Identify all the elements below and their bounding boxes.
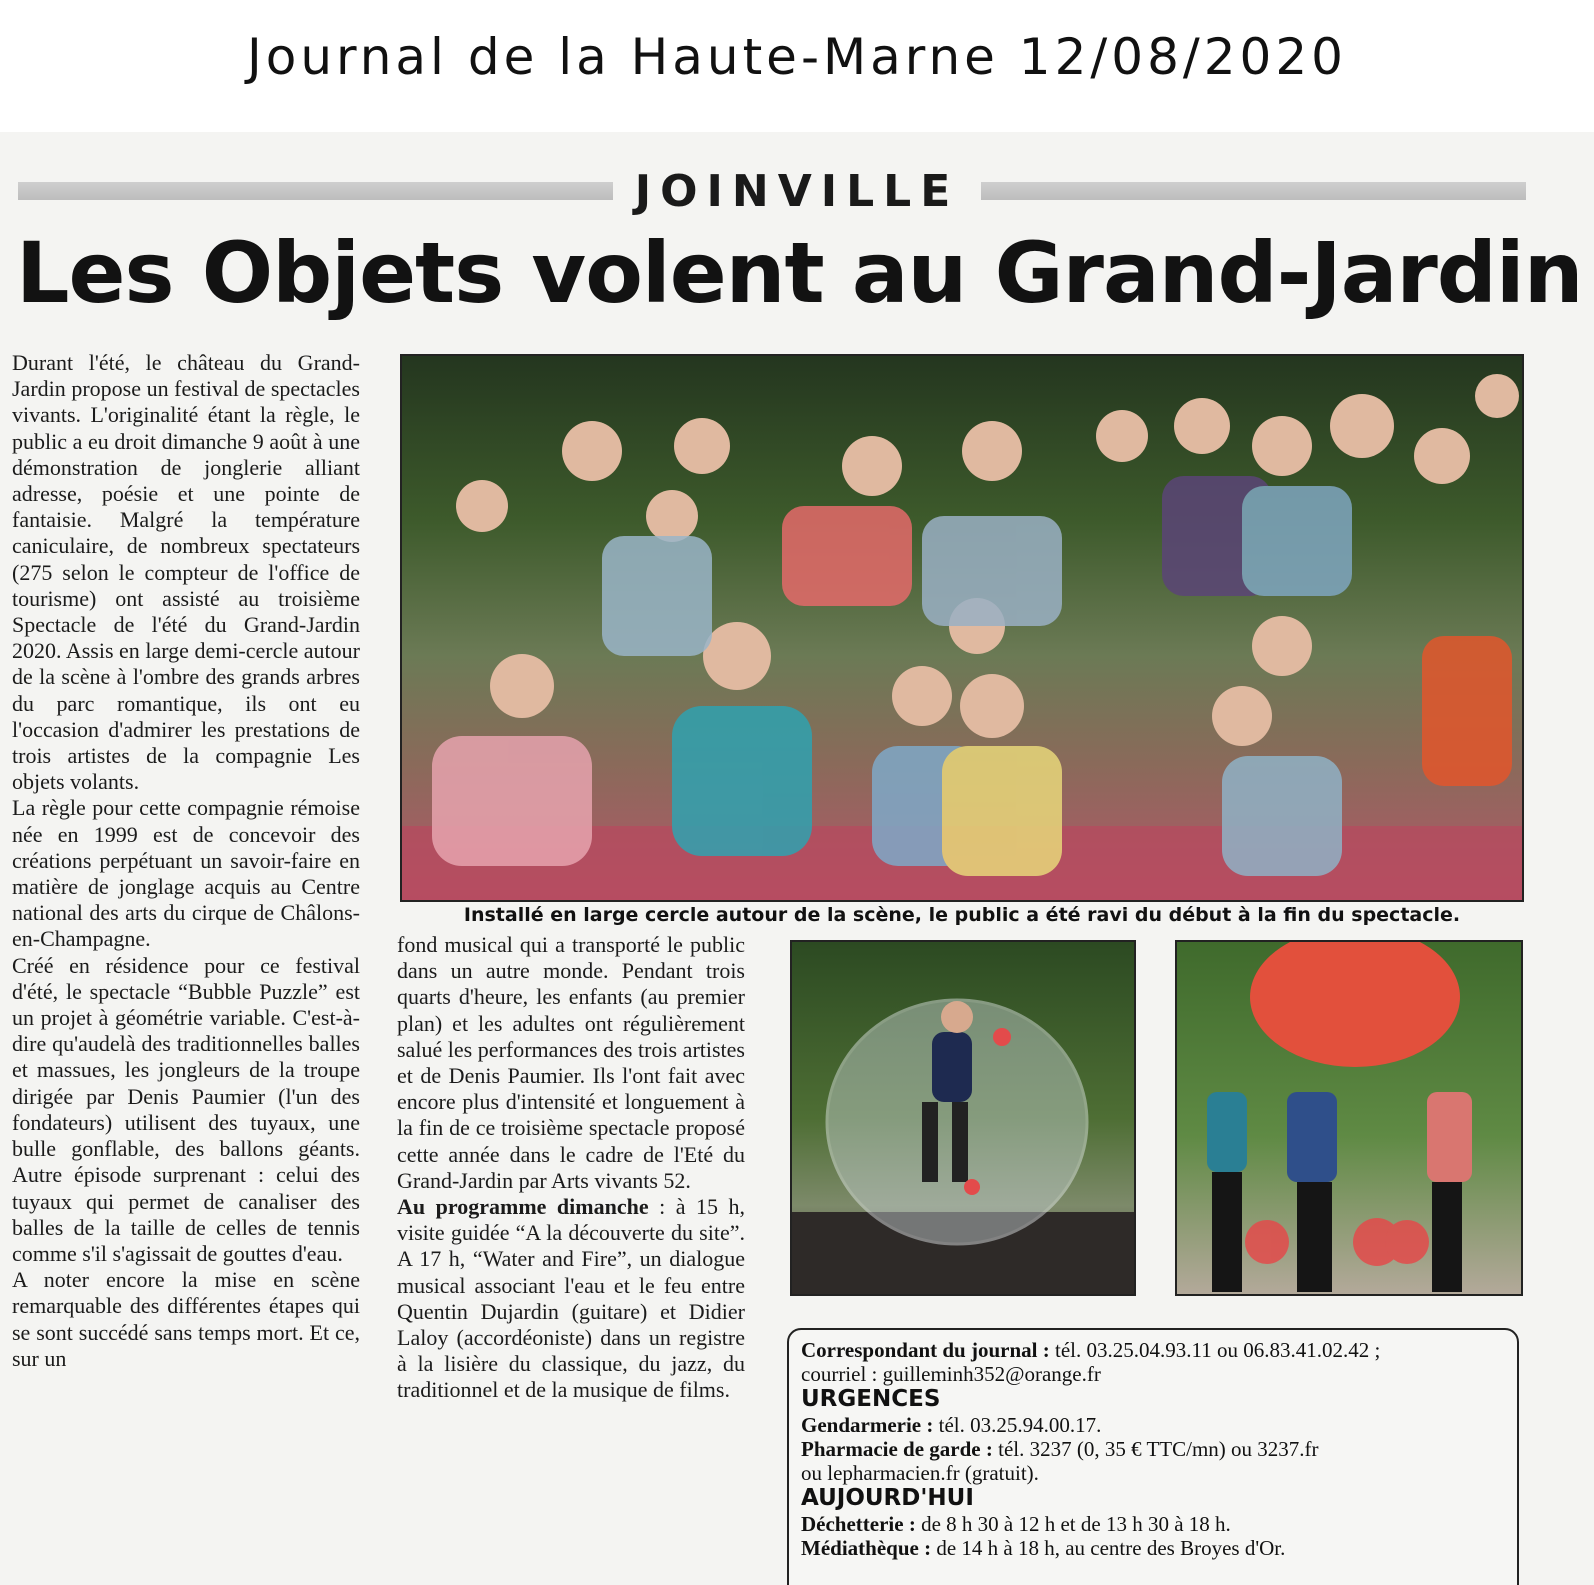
paragraph: Créé en résidence pour ce festival d'été, le spectacle “Bubble Puzzle” est un projet à géométrie variable. C'est-à-dire qu'audelà des traditionnelles balles et massues, les jongleurs de la troupe dirigée par Denis Paumier (l'un des fondateurs) utilisent des tuyaux, une bulle gonflable, des ballons géants. Autre épisode surprenant : celui des tuyaux qui permet de canaliser des balles de la taille de celles de tennis comme s'il s'agissait de gouttes d'eau. (12, 952, 360, 1266)
giant-ball-photo (1175, 940, 1523, 1296)
pharmacie-line: Pharmacie de garde : tél. 3237 (0, 35 € TTC/mn) ou 3237.fr (801, 1437, 1319, 1461)
paragraph: Durant l'été, le château du Grand-Jardin propose un festival de spectacles vivants. L'originalité étant la règle, le public a eu droit dimanche 9 août à une démonstration de jonglerie alliant adresse, poésie et une pointe de fantaisie. Malgré la température caniculaire, de nombreux spectateurs (275 selon le compteur de l'office de tourisme) ont assisté au troisième Spectacle de l'été du Grand-Jardin 2020. Assis en large demi-cercle autour de la scène à l'ombre des grands arbres du parc romantique, ils ont eu l'occasion d'admirer les prestations de trois artistes de la compagnie Les objets volants. (12, 350, 360, 795)
mediatheque-line: Médiathèque : de 14 h à 18 h, au centre des Broyes d'Or. (801, 1536, 1286, 1560)
paragraph: La règle pour cette compagnie rémoise née en 1999 est de concevoir des créations perpétuant un savoir-faire en matière de jonglage acquis au Centre national des arts du cirque de Châlons-en-Champagne. (12, 795, 360, 952)
section-kicker: JOINVILLE (0, 166, 1594, 217)
email-line: courriel : guilleminh352@orange.fr (801, 1362, 1101, 1386)
audience-photo (400, 354, 1524, 902)
article-column-2 (397, 932, 745, 1404)
bubble-illustration (792, 942, 1134, 1294)
article-headline: Les Objets volent au Grand-Jardin (16, 224, 1583, 322)
paragraph: fond musical qui a transporté le public dans un autre monde. Pendant trois quarts d'heure, les enfants (au premier plan) et les adultes ont régulièrement salué les performances des trois artistes et de Denis Paumier. Ils l'ont fait avec encore plus d'intensité et longuement à la fin de ce troisième spectacle proposé cette année dans le cadre de l'Eté du Grand-Jardin par Arts vivants 52. (397, 932, 745, 1193)
aujourdhui-heading: AUJOURD'HUI (801, 1485, 974, 1511)
page-caption: Journal de la Haute-Marne 12/08/2020 (247, 28, 1347, 86)
correspondent-line: Correspondant du journal : tél. 03.25.04.93.11 ou 06.83.41.02.42 ; (801, 1338, 1381, 1362)
paragraph: A noter encore la mise en scène remarquable des différentes étapes qui se sont succédé sans temps mort. Et ce, sur un (12, 1267, 360, 1371)
program-paragraph (397, 1194, 745, 1404)
photo-caption: Installé en large cercle autour de la scène, le public a été ravi du début à la fin du spectacle. (463, 904, 1461, 926)
urgences-heading: URGENCES (801, 1386, 941, 1412)
decheterie-line: Déchetterie : de 8 h 30 à 12 h et de 13 h 30 à 18 h. (801, 1512, 1231, 1536)
article-column-1 (12, 350, 360, 1372)
giant-ball-illustration (1177, 942, 1521, 1294)
pharmacie-line-2: ou lepharmacien.fr (gratuit). (801, 1461, 1039, 1485)
bubble-juggler-photo (790, 940, 1136, 1296)
program-text: : à 15 h, visite guidée “A la découverte du site”. A 17 h, “Water and Fire”, un dialogue musical associant l'eau et le feu entre Quentin Dujardin (guitare) et Didier Laloy (accordéoniste) dans un registre à la lisière du classique, du jazz, du traditionnel et de la musique de films. (397, 1194, 745, 1403)
gendarmerie-line: Gendarmerie : tél. 03.25.94.00.17. (801, 1413, 1102, 1437)
newspaper-clipping (0, 132, 1594, 1585)
program-label: Au programme dimanche (397, 1194, 649, 1220)
audience-illustration (402, 356, 1522, 900)
practical-info-box (787, 1328, 1519, 1585)
